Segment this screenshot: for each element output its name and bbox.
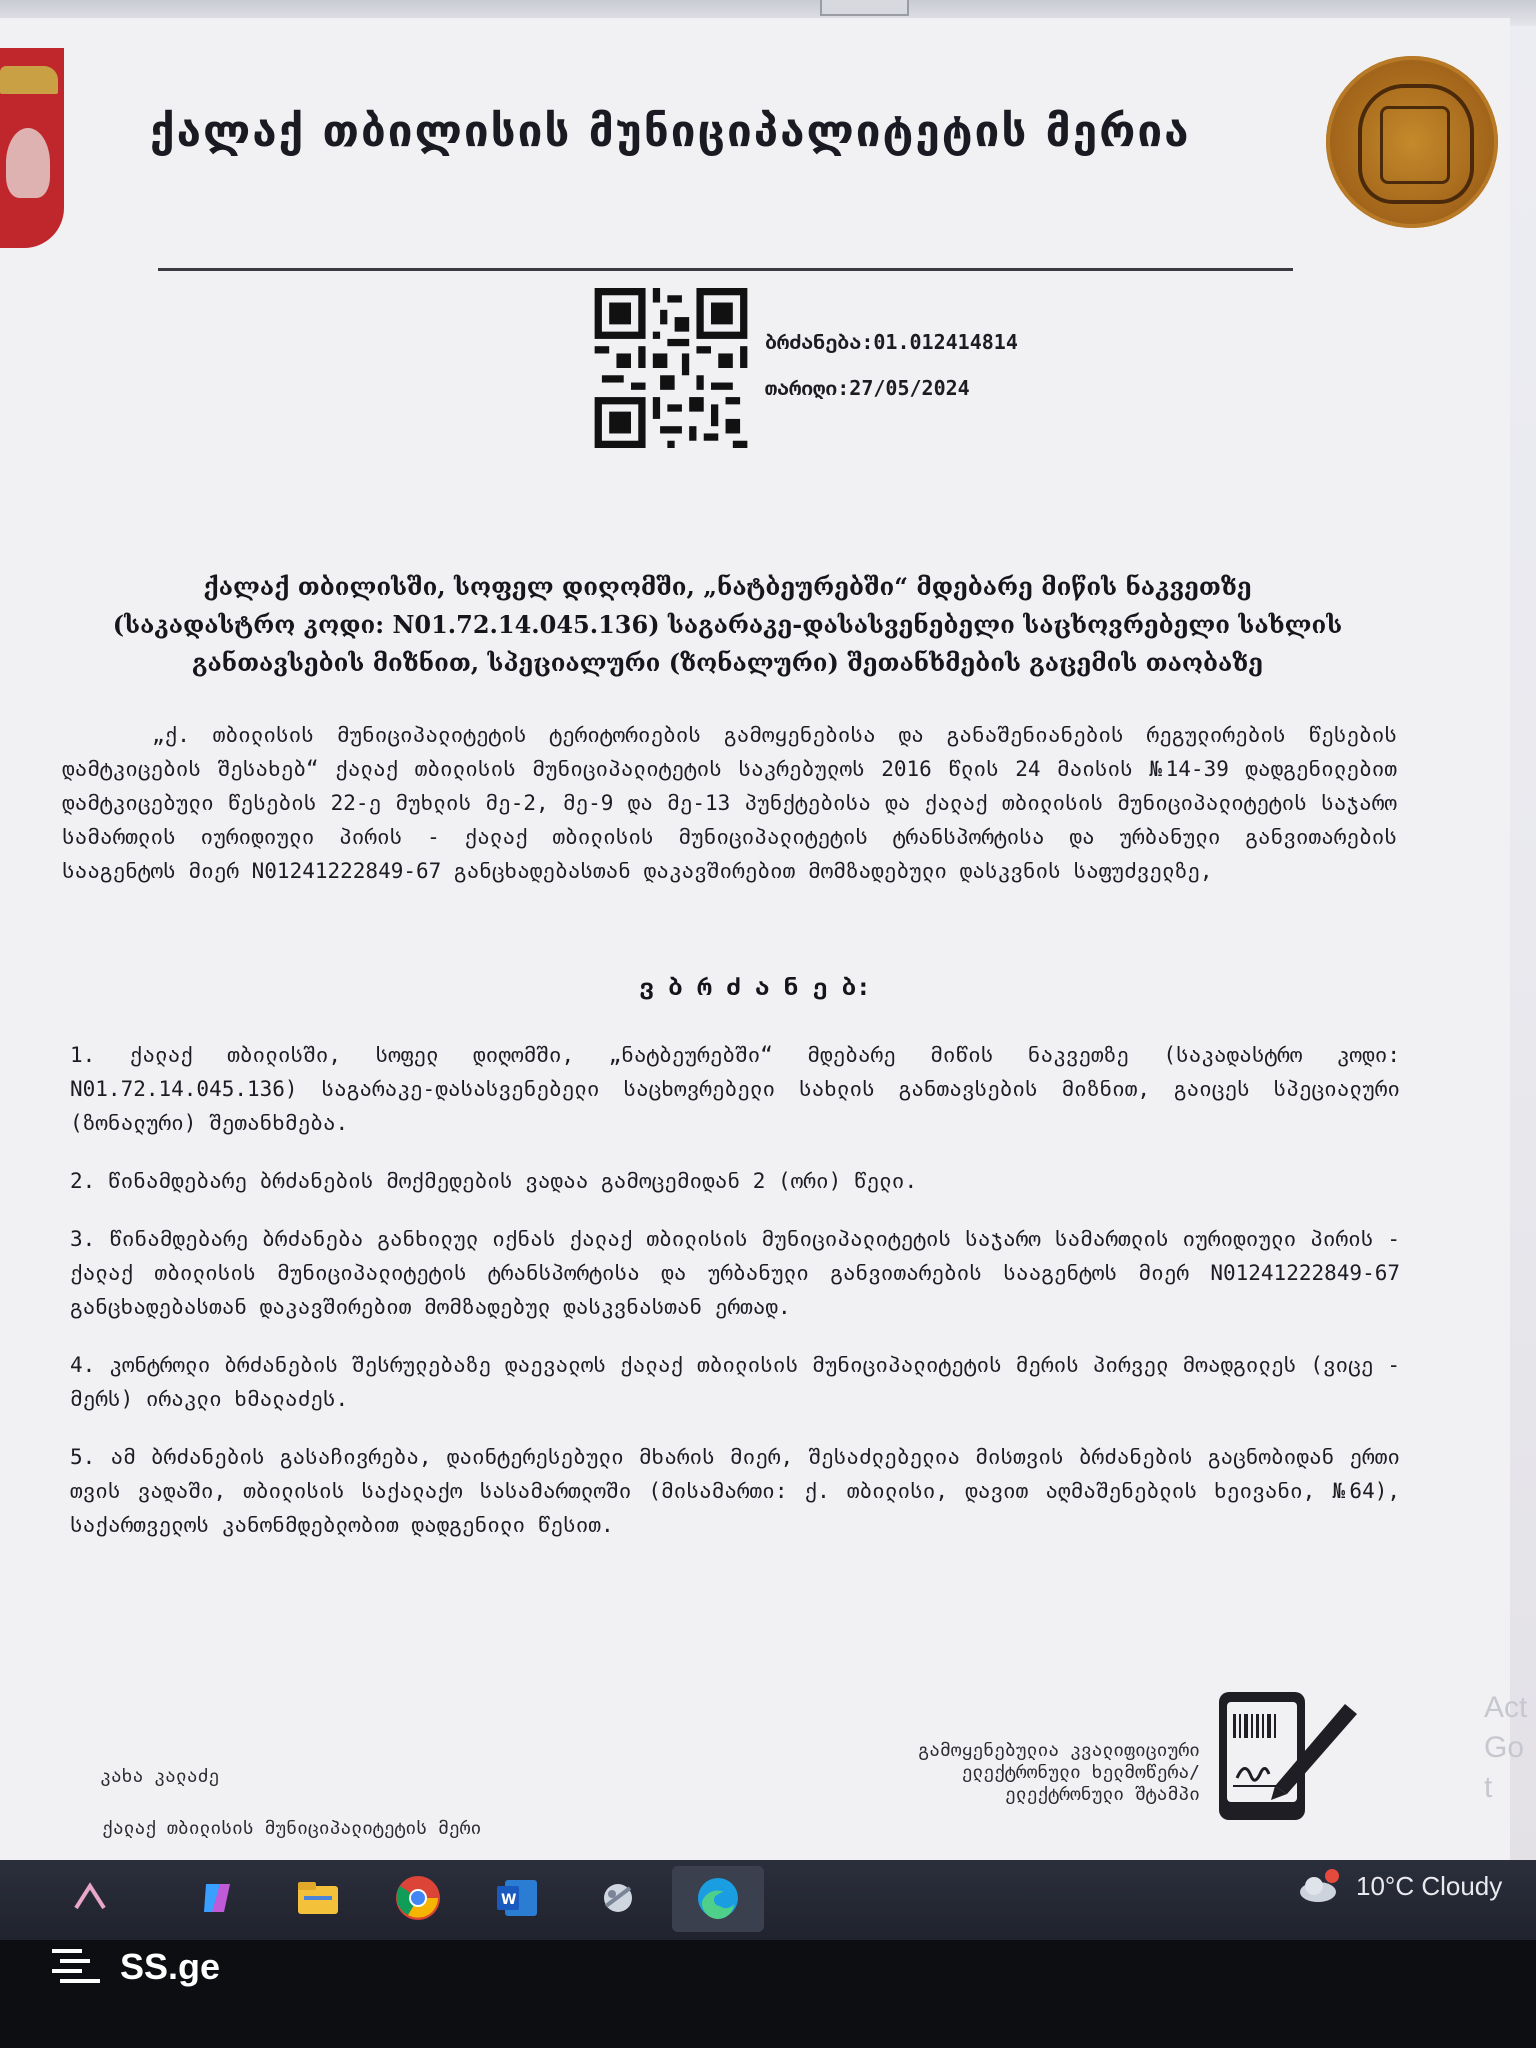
electronic-signature-note [830, 1740, 1200, 1806]
window-tab[interactable] [820, 0, 909, 16]
seal-emblem-icon [1326, 56, 1498, 228]
chrome-icon[interactable] [390, 1870, 446, 1926]
preamble-paragraph: „ქ. თბილისის მუნიციპალიტეტის ტერიტორიების გამოყენებისა და განაშენიანების რეგულირების წესების დამტკიცების შესახებ“ ქალაქ თბილისის მუნიციპალიტეტის საკრებულოს 2016 წლის 24 მაისის №14-39 დადგენილებით დამტკიცებული წესების 22-ე მუხლის მე-2, მე-9 და მე-13 პუნქტებისა და ქალაქ თბილისის მუნიციპალიტეტის საჯარო სამართლის იურიდიული პირის - ქალაქ თბილისის მუნიციპალიტეტის ტრანსპორტისა და ურბანული განვითარების სააგენტოს მიერ N01241222849-67 განცხადებასთან დაკავშირებით მომზადებული დასკვნის საფუძველზე, [62, 723, 1397, 883]
app-icon[interactable] [590, 1870, 646, 1926]
activate-line: Go t [1484, 1731, 1525, 1804]
menu-lines-icon [52, 1947, 106, 1987]
esig-line: გამოყენებულია კვალიფიციური [918, 1740, 1200, 1761]
esig-line: ელექტრონული ხელმოწერა/ [961, 1762, 1200, 1783]
subject-line: ქალაქ თბილისში, სოფელ დიღომში, „ნატბეურებში“ მდებარე მიწის ნაკვეთზე [203, 572, 1252, 601]
widgets-icon[interactable] [62, 1870, 118, 1926]
activate-windows-watermark [1484, 1688, 1527, 1808]
decree-item-1: 1. ქალაქ თბილისში, სოფელ დიღომში, „ნატბეურებში“ მდებარე მიწის ნაკვეთზე (საკადასტრო კოდი: N01.72.14.045.136) საგარაკე-დასასვენებელი საცხოვრებელი სახლის განთავსების მიზნით, გაიცეს სპეციალური (ზონალური) შეთანხმება. [70, 1043, 1400, 1135]
decree-item-3: 3. წინამდებარე ბრძანება განხილულ იქნას ქალაქ თბილისის მუნიციპალიტეტის საჯარო სამართლის იურიდიული პირის - ქალაქ თბილისის მუნიციპალიტეტის ტრანსპორტისა და ურბანული განვითარების სააგენტოს მიერ N01241222849-67 განცხადებასთან დაკავშირებით მომზადებულ დასკვნასთან ერთად. [70, 1227, 1400, 1319]
signer-role: ქალაქ თბილისის მუნიციპალიტეტის მერი [102, 1818, 482, 1839]
order-number: ბრძანება:01.012414814 [765, 330, 1018, 354]
electronic-signature-icon [1215, 1686, 1365, 1826]
order-date: თარიღი:27/05/2024 [765, 376, 970, 400]
decree-item-2: 2. წინამდებარე ბრძანების მოქმედების ვადაა გამოცემიდან 2 (ორი) წელი. [70, 1169, 918, 1193]
cloud-icon [1296, 1868, 1344, 1904]
tbilisi-coat-of-arms-icon [0, 48, 64, 248]
header-divider [158, 268, 1293, 271]
ss-ge-logo-text: SS.ge [120, 1946, 221, 1987]
order-meta [765, 330, 1018, 422]
decree-item-4: 4. კონტროლი ბრძანების შესრულებაზე დაევალოს ქალაქ თბილისის მუნიციპალიტეტის მერის პირველ მოადგილეს (ვიცე - მერს) ირაკლი ხმალაძეს. [70, 1353, 1400, 1411]
decree-item-5: 5. ამ ბრძანების გასაჩივრება, დაინტერესებული მხარის მიერ, შესაძლებელია მისთვის ბრძანების გაცნობიდან ერთი თვის ვადაში, თბილისის საქალაქო სასამართლოში (მისამართი: ქ. თბილისი, დავით აღმაშენებლის ხეივანი, №64), საქართველოს კანონმდებლობით დადგენილი წესით. [70, 1445, 1400, 1537]
qr-code-icon [594, 288, 748, 448]
esig-line: ელექტრონული შტამპი [1004, 1784, 1200, 1805]
file-explorer-icon[interactable] [290, 1870, 346, 1926]
st-george-icon [6, 128, 50, 198]
bottom-bar [0, 1940, 1536, 2048]
activate-line: Act [1484, 1691, 1528, 1724]
svg-text:W: W [501, 1892, 517, 1908]
document-subject [55, 568, 1400, 682]
copilot-icon[interactable] [190, 1870, 246, 1926]
signer-name: კახა კალაძე [100, 1766, 220, 1787]
weather-text: 10°C Cloudy [1356, 1870, 1503, 1901]
ss-ge-watermark [52, 1946, 220, 1988]
subject-line: (საკადასტრო კოდი: N01.72.14.045.136) საგარაკე-დასასვენებელი საცხოვრებელი სახლის [112, 610, 1343, 639]
page-title: ქალაქ თბილისის მუნიციპალიტეტის მერია [150, 106, 1191, 157]
document-page [0, 18, 1528, 1878]
subject-line: განთავსების მიზნით, სპეციალური (ზონალური) შეთანხმების გაცემის თაობაზე [192, 648, 1263, 677]
word-icon[interactable] [490, 1870, 546, 1926]
crown-icon [0, 66, 58, 94]
decree-items [70, 1038, 1400, 1566]
weather-widget[interactable] [1296, 1868, 1502, 1904]
decree-heading: ვ ბ რ ძ ა ნ ე ბ: [639, 973, 871, 1001]
edge-icon[interactable] [690, 1870, 746, 1926]
